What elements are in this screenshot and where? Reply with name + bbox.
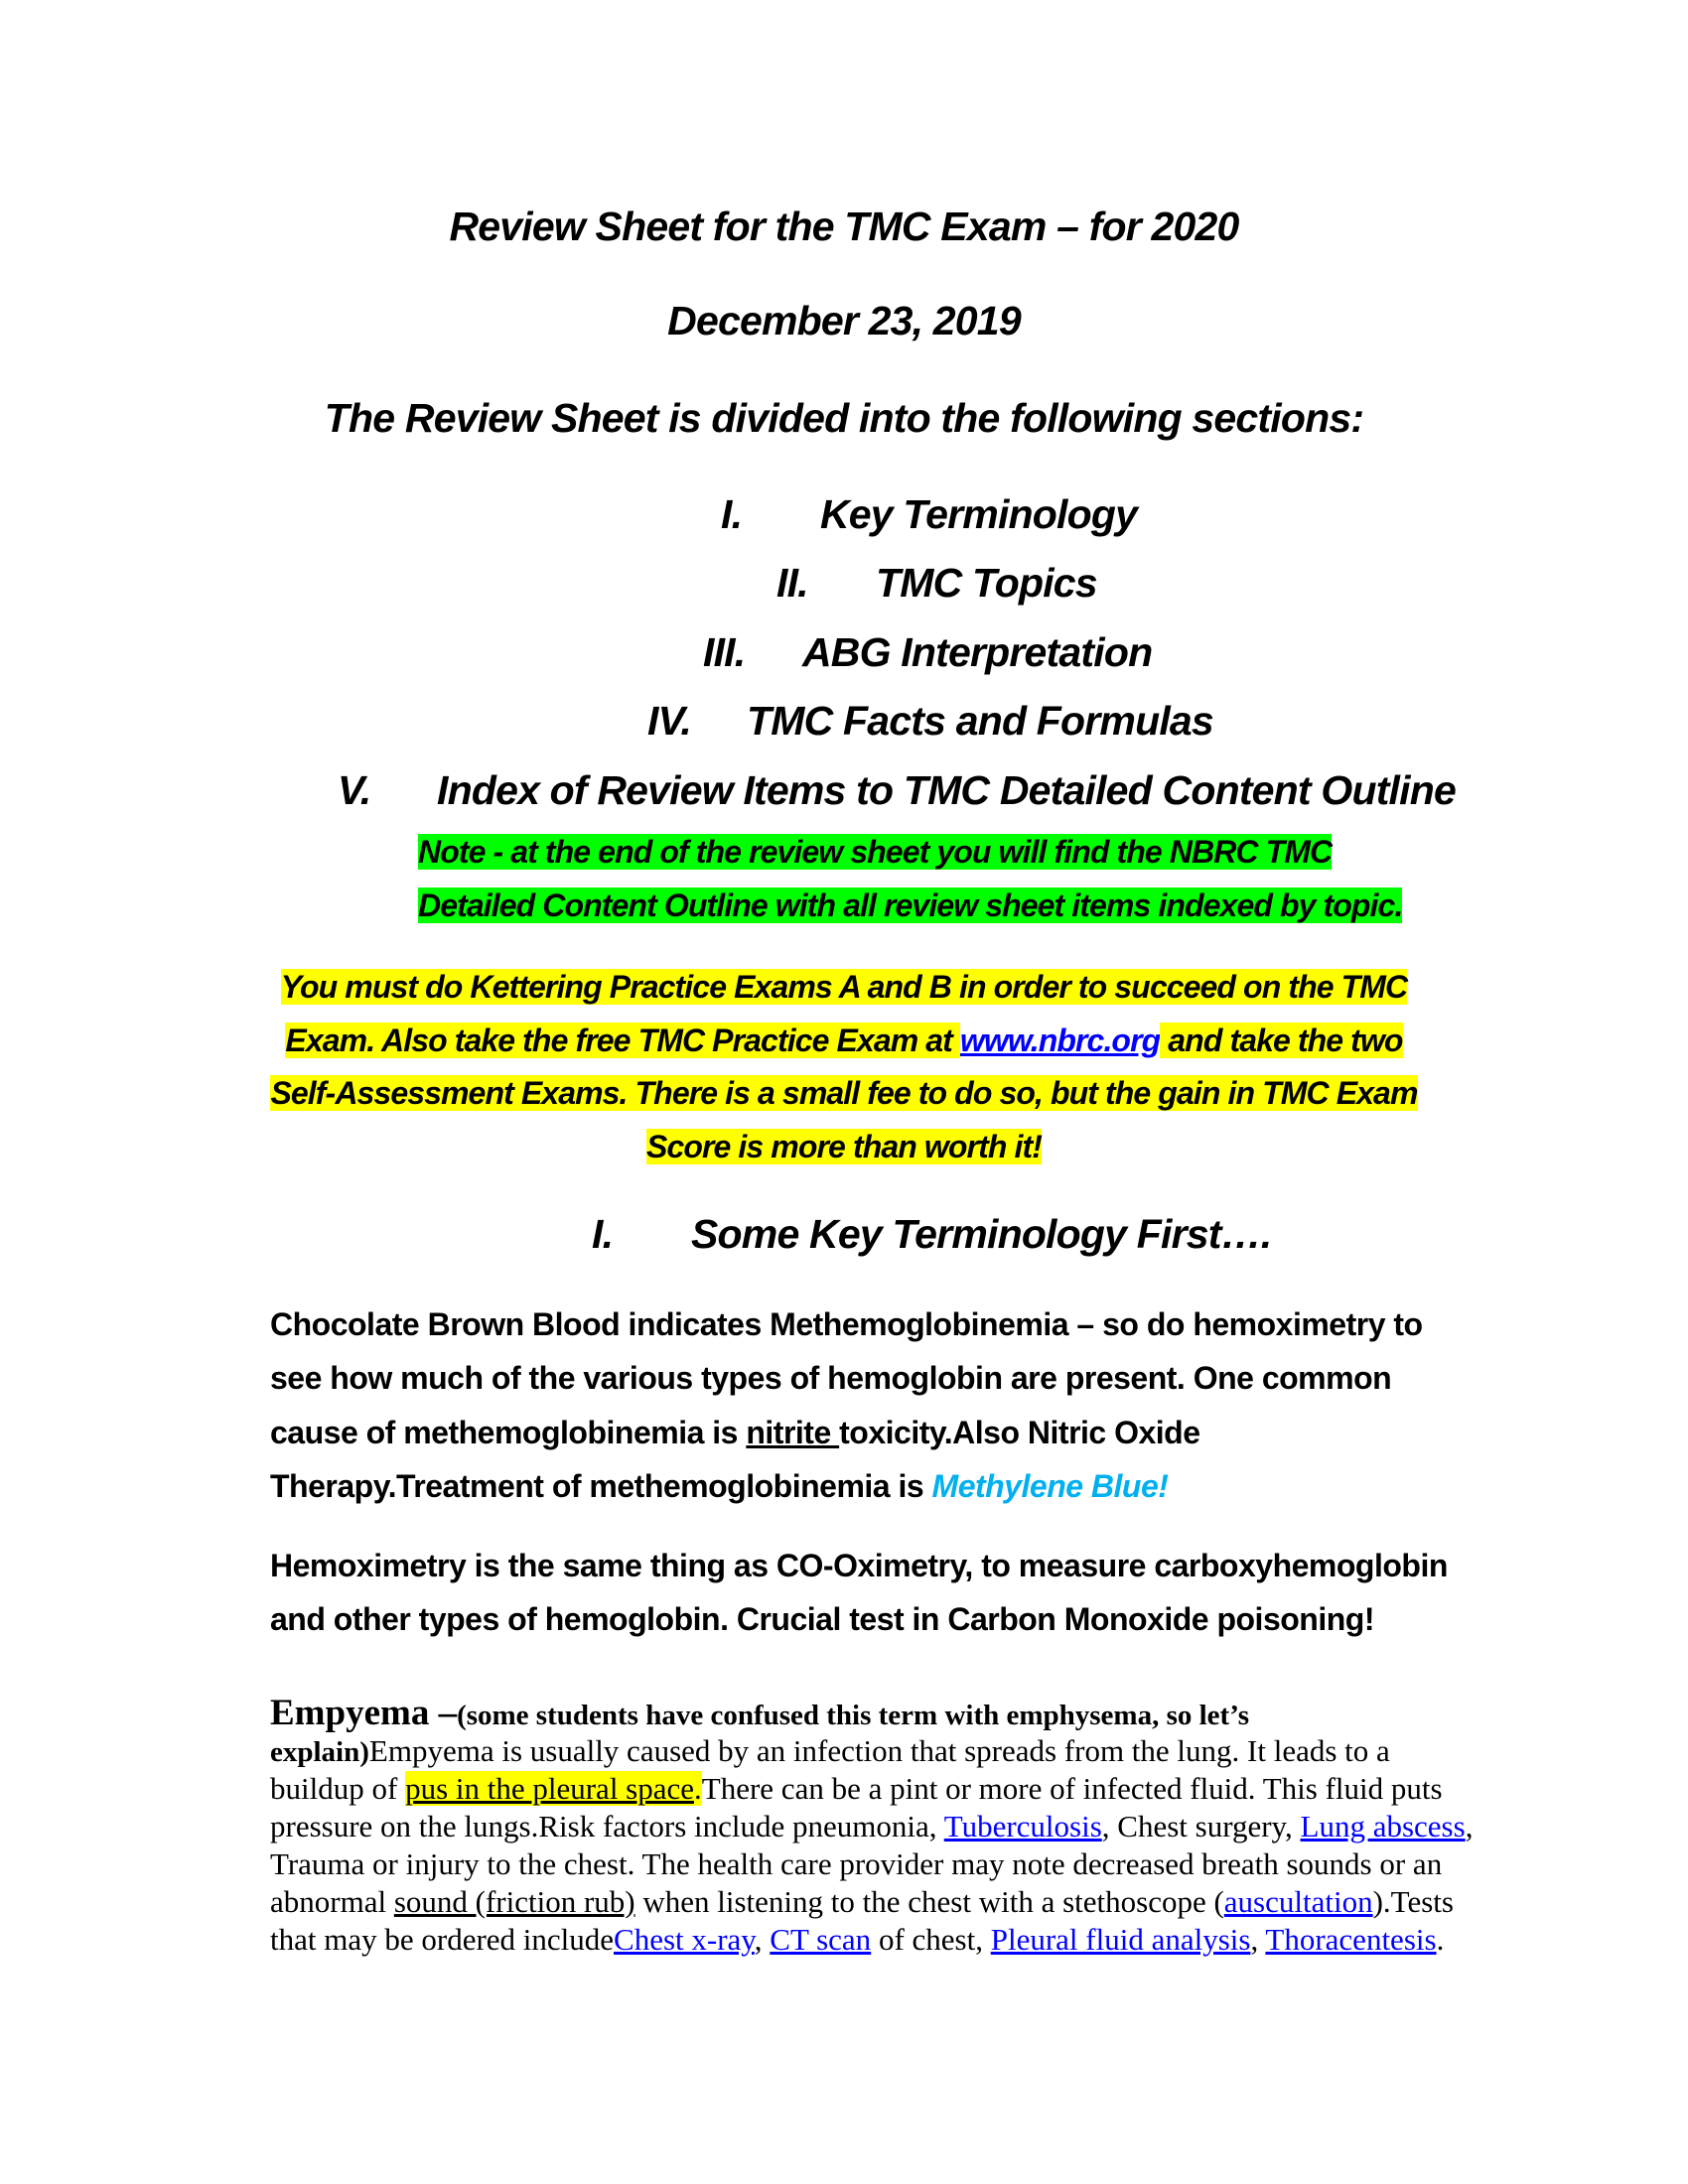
text: . bbox=[694, 1771, 702, 1806]
subtitle: explain) bbox=[270, 1736, 369, 1768]
para-line: Hemoximetry is the same thing as CO-Oximetry, to measure carboxyhemoglobin bbox=[270, 1548, 1448, 1583]
para-line: Trauma or injury to the chest. The health care provider may note decreased breath sounds or an bbox=[270, 1846, 1443, 1881]
callout-line bbox=[0, 1129, 1688, 1165]
section-label: ABG Interpretation bbox=[802, 629, 1153, 675]
document-title: Review Sheet for the TMC Exam – for 2020 bbox=[449, 204, 1239, 249]
document-date: December 23, 2019 bbox=[667, 298, 1021, 343]
text: Therapy.Treatment of methemoglobinemia is bbox=[270, 1468, 932, 1504]
text: abnormal bbox=[270, 1884, 394, 1919]
para-line bbox=[270, 1733, 1390, 1769]
para-line: see how much of the various types of hemoglobin are present. One common bbox=[270, 1360, 1392, 1396]
para-line bbox=[270, 1468, 1168, 1505]
highlighted-term: pus in the pleural space bbox=[405, 1771, 695, 1806]
section-label: Key Terminology bbox=[820, 491, 1138, 537]
para-line: Chocolate Brown Blood indicates Methemoglobinemia – so do hemoximetry to bbox=[270, 1306, 1423, 1342]
callout-line bbox=[0, 1023, 1688, 1059]
text: ).Tests bbox=[1372, 1884, 1454, 1919]
para-line bbox=[270, 1809, 1473, 1844]
section-label: TMC Facts and Formulas bbox=[747, 698, 1213, 744]
yellow-highlight: Exam. Also take the free TMC Practice Exam at bbox=[285, 1023, 960, 1058]
section-number: I. bbox=[592, 1211, 614, 1257]
para-line bbox=[270, 1771, 1443, 1807]
text: of chest, bbox=[871, 1922, 991, 1957]
text: buildup of bbox=[270, 1771, 406, 1806]
text: , bbox=[1465, 1809, 1474, 1843]
underlined-term: sound (friction rub) bbox=[393, 1884, 635, 1919]
para-line bbox=[270, 1415, 1200, 1451]
section-list-item bbox=[776, 560, 1097, 607]
section-label: TMC Topics bbox=[876, 560, 1097, 606]
text: cause of methemoglobinemia is bbox=[270, 1415, 747, 1450]
callout-line bbox=[0, 969, 1688, 1006]
text: . bbox=[1436, 1922, 1445, 1957]
text: pressure on the lungs.Risk factors include pneumonia, bbox=[270, 1809, 944, 1843]
note-line bbox=[418, 887, 1402, 924]
section-heading-key-terminology bbox=[592, 1211, 1271, 1258]
lung-abscess-link[interactable]: Lung abscess bbox=[1300, 1809, 1466, 1843]
para-line: and other types of hemoglobin. Crucial test in Carbon Monoxide poisoning! bbox=[270, 1601, 1374, 1637]
yellow-highlight: You must do Kettering Practice Exams A and B in order to succeed on the TMC bbox=[280, 969, 1408, 1005]
chest-xray-link[interactable]: Chest x-ray bbox=[614, 1922, 755, 1957]
section-number: V. bbox=[338, 767, 371, 813]
term: Empyema – bbox=[270, 1693, 458, 1733]
section-number: I. bbox=[721, 491, 743, 537]
green-highlight: Note - at the end of the review sheet you will find the NBRC TMC bbox=[418, 834, 1333, 870]
nbrc-link[interactable]: www.nbrc.org bbox=[959, 1023, 1161, 1058]
auscultation-link[interactable]: auscultation bbox=[1223, 1884, 1373, 1919]
section-label: Index of Review Items to TMC Detailed Content Outline bbox=[437, 767, 1456, 813]
text: toxicity.Also Nitric Oxide bbox=[839, 1415, 1200, 1450]
methylene-blue-emphasis: Methylene Blue! bbox=[931, 1468, 1169, 1504]
text: , bbox=[754, 1922, 771, 1957]
yellow-highlight: Score is more than worth it! bbox=[646, 1129, 1042, 1164]
section-list-item bbox=[647, 698, 1213, 745]
ct-scan-link[interactable]: CT scan bbox=[770, 1922, 872, 1957]
section-number: III. bbox=[703, 629, 746, 675]
note-line bbox=[418, 834, 1332, 871]
section-list-item bbox=[721, 491, 1137, 538]
text: Empyema is usually caused by an infection that spreads from the lung. It leads to a bbox=[368, 1733, 1390, 1768]
section-number: II. bbox=[776, 560, 808, 606]
section-list-item bbox=[338, 767, 1456, 814]
section-list-item bbox=[703, 629, 1152, 676]
para-line bbox=[270, 1922, 1444, 1958]
underlined-term: nitrite bbox=[746, 1415, 840, 1450]
text: that may be ordered include bbox=[270, 1922, 615, 1957]
text: , bbox=[1250, 1922, 1266, 1957]
yellow-highlight: Self-Assessment Exams. There is a small fee to do so, but the gain in TMC Exam bbox=[270, 1075, 1418, 1111]
section-number: IV. bbox=[647, 698, 691, 744]
sections-intro: The Review Sheet is divided into the following sections: bbox=[324, 395, 1364, 441]
text: There can be a pint or more of infected fluid. This fluid puts bbox=[701, 1771, 1443, 1806]
thoracentesis-link[interactable]: Thoracentesis bbox=[1265, 1922, 1437, 1957]
text: when listening to the chest with a stethoscope ( bbox=[634, 1884, 1224, 1919]
callout-line bbox=[0, 1075, 1688, 1112]
empyema-heading bbox=[270, 1692, 1249, 1734]
subtitle: (some students have confused this term with emphysema, so let’s bbox=[457, 1700, 1250, 1731]
pleural-fluid-analysis-link[interactable]: Pleural fluid analysis bbox=[990, 1922, 1251, 1957]
text: , Chest surgery, bbox=[1101, 1809, 1301, 1843]
green-highlight: Detailed Content Outline with all review sheet items indexed by topic. bbox=[418, 887, 1403, 923]
para-line bbox=[270, 1884, 1454, 1920]
section-label: Some Key Terminology First…. bbox=[691, 1211, 1272, 1257]
yellow-highlight: and take the two bbox=[1160, 1023, 1403, 1058]
tuberculosis-link[interactable]: Tuberculosis bbox=[943, 1809, 1102, 1843]
